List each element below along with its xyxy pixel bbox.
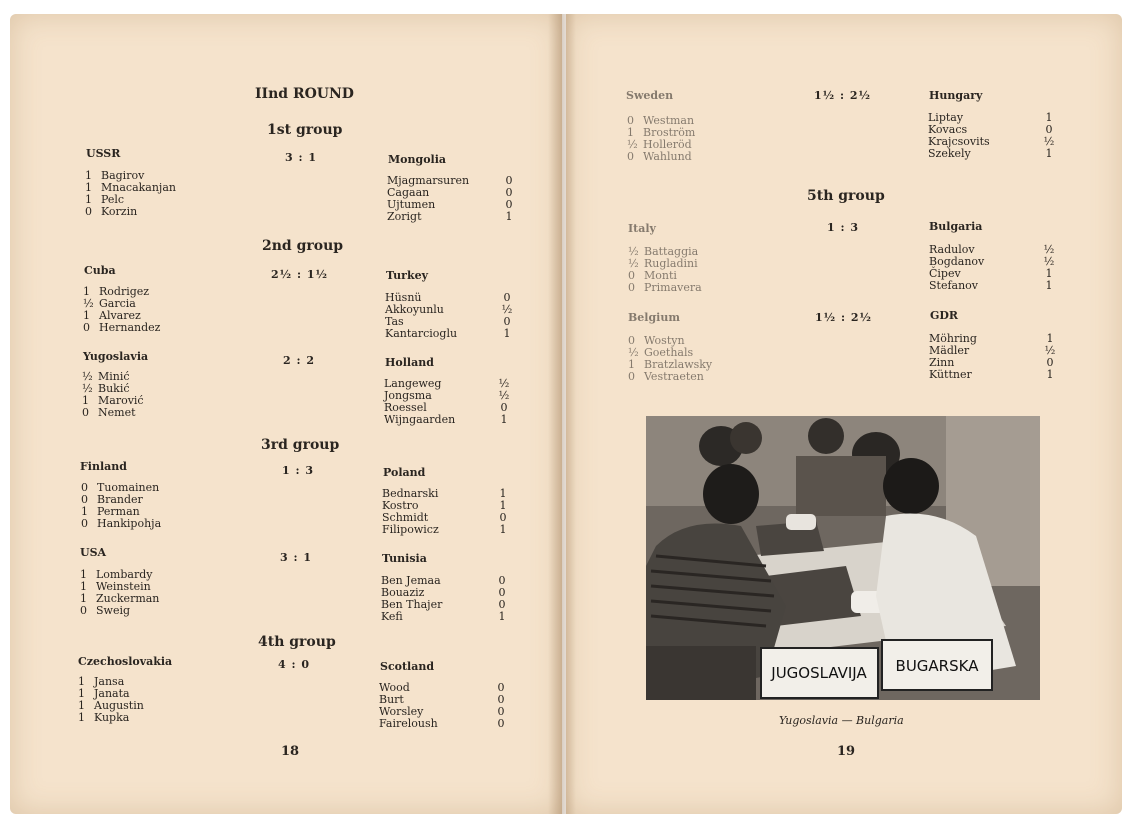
- match-score: 1½ : 2½: [815, 311, 872, 324]
- home-players-list: [80, 569, 159, 617]
- book-gutter: [548, 14, 576, 814]
- player-name: Burt: [379, 693, 404, 706]
- home-players-list: [628, 335, 712, 383]
- player-name: Cagaan: [387, 186, 430, 199]
- player-name: Bogdanov: [929, 255, 985, 268]
- player-name: Liptay: [928, 111, 964, 124]
- home-players-list: [82, 371, 144, 419]
- home-team-name: Italy: [628, 222, 656, 235]
- player-row: 0 Hankipohja: [81, 517, 162, 530]
- away-team-name: Scotland: [380, 660, 435, 673]
- player-row: 1 Janata: [78, 687, 130, 700]
- player-name: Szekely: [928, 147, 971, 160]
- away-points: 1 ½ 0 1: [1044, 332, 1056, 381]
- home-players-list: [628, 246, 702, 294]
- player-row: 1 Marović: [82, 394, 144, 407]
- player-name: Hüsnü: [385, 291, 422, 304]
- away-players-list: [929, 333, 977, 381]
- away-points: 0 0 0 1: [498, 574, 506, 623]
- player-name: Filipowicz: [382, 523, 439, 536]
- match-score: 3 : 1: [285, 151, 318, 164]
- player-name: Kostro: [382, 499, 419, 512]
- away-points: 1 0 ½ 1: [1043, 111, 1055, 160]
- photo-caption: Yugoslavia — Bulgaria: [779, 714, 904, 727]
- player-row: 1 Alvarez: [83, 309, 141, 322]
- player-name: Zorigt: [387, 210, 422, 223]
- player-row: 1 Rodrigez: [83, 285, 150, 298]
- away-points: ½ ½ 1 1: [1043, 243, 1055, 292]
- player-name: Stefanov: [929, 279, 979, 292]
- player-row: 0 Monti: [628, 269, 677, 282]
- player-name: Roessel: [384, 401, 427, 414]
- match-score: 1½ : 2½: [814, 89, 871, 102]
- player-name: Mädler: [929, 344, 970, 357]
- player-name: Tas: [385, 315, 404, 328]
- player-row: ½ Holleröd: [627, 138, 692, 151]
- player-name: Zinn: [929, 356, 955, 369]
- player-row: 0 Nemet: [82, 406, 136, 419]
- player-row: 1 Weinstein: [80, 580, 151, 593]
- player-row: 1 Kupka: [78, 711, 130, 724]
- match-score: 2 : 2: [283, 354, 316, 367]
- match-score: 1 : 3: [282, 464, 315, 477]
- page-number-right: 19: [837, 744, 856, 759]
- home-players-list: [85, 170, 176, 218]
- player-name: Wood: [379, 681, 410, 694]
- away-team-name: Turkey: [386, 269, 428, 282]
- home-team-name: USA: [80, 546, 107, 559]
- home-team-name: Belgium: [628, 311, 680, 324]
- player-name: Möhring: [929, 332, 977, 345]
- match-photo: [646, 416, 1040, 700]
- player-name: Kantarcioglu: [385, 327, 458, 340]
- player-row: ½ Goethals: [628, 346, 694, 359]
- round-title: IInd ROUND: [255, 86, 354, 102]
- away-players-list: [379, 682, 438, 730]
- away-points: 0 0 0 1: [505, 174, 513, 223]
- match-score: 3 : 1: [280, 551, 313, 564]
- away-points: ½ ½ 0 1: [498, 377, 510, 426]
- player-row: 0 Primavera: [628, 281, 702, 294]
- player-row: 1 Perman: [81, 505, 140, 518]
- player-name: Mjagmarsuren: [387, 174, 470, 187]
- player-row: 1 Zuckerman: [80, 592, 160, 605]
- player-name: Krajcsovits: [928, 135, 990, 148]
- away-points: 0 0 0 0: [497, 681, 505, 730]
- player-name: Faireloush: [379, 717, 438, 730]
- group-title-4: 4th group: [258, 634, 336, 650]
- group-title-2: 2nd group: [262, 238, 344, 254]
- player-name: Čipev: [929, 267, 961, 280]
- player-row: 0 Korzin: [85, 205, 138, 218]
- chess-players-photo: [646, 416, 1040, 700]
- home-team-name: Yugoslavia: [83, 350, 149, 363]
- player-row: ½ Bukić: [82, 382, 130, 395]
- group-title-5: 5th group: [807, 188, 885, 204]
- player-name: Ben Jemaa: [381, 574, 441, 587]
- home-players-list: [627, 115, 695, 163]
- home-team-name: Czechoslovakia: [78, 655, 173, 668]
- sign-yugoslavia: JUGOSLAVIJA: [771, 664, 867, 682]
- away-players-list: [387, 175, 469, 223]
- away-team-name: Hungary: [929, 89, 983, 102]
- home-players-list: [83, 286, 160, 334]
- player-name: Schmidt: [382, 511, 429, 524]
- player-row: 1 Bratzlawsky: [628, 358, 713, 371]
- player-name: Akkoyunlu: [385, 303, 444, 316]
- away-team-name: Mongolia: [388, 153, 447, 166]
- player-row: 0 Vestraeten: [628, 370, 704, 383]
- player-row: 1 Pelc: [85, 193, 125, 206]
- player-name: Kovacs: [928, 123, 968, 136]
- away-points: 0 ½ 0 1: [501, 291, 513, 340]
- player-name: Radulov: [929, 243, 975, 256]
- away-team-name: Tunisia: [382, 552, 427, 565]
- player-row: 1 Bagirov: [85, 169, 145, 182]
- away-team-name: Bulgaria: [929, 220, 983, 233]
- sign-bulgaria: BUGARSKA: [895, 657, 979, 675]
- away-team-name: Holland: [385, 356, 434, 369]
- away-players-list: [929, 244, 984, 292]
- player-row: ½ Minić: [82, 370, 130, 383]
- group-title-3: 3rd group: [261, 437, 340, 453]
- home-team-name: Sweden: [626, 89, 674, 102]
- player-row: 0 Westman: [627, 114, 695, 127]
- player-name: Worsley: [379, 705, 424, 718]
- away-team-name: Poland: [383, 466, 426, 479]
- player-row: 0 Brander: [81, 493, 143, 506]
- player-name: Küttner: [929, 368, 972, 381]
- player-row: ½ Battaggia: [628, 245, 699, 258]
- home-players-list: [78, 676, 144, 724]
- match-score: 2½ : 1½: [271, 268, 328, 281]
- player-row: 1 Broström: [627, 126, 696, 139]
- home-players-list: [81, 482, 161, 530]
- player-row: 1 Lombardy: [80, 568, 153, 581]
- player-row: 1 Jansa: [78, 675, 125, 688]
- player-name: Bouaziz: [381, 586, 425, 599]
- player-name: Kefi: [381, 610, 403, 623]
- away-players-list: [928, 112, 990, 160]
- player-name: Jongsma: [384, 389, 432, 402]
- player-row: ½ Rugladini: [628, 257, 698, 270]
- player-row: ½ Garcia: [83, 297, 136, 310]
- player-row: 0 Sweig: [80, 604, 131, 617]
- away-players-list: [385, 292, 457, 340]
- match-score: 1 : 3: [827, 221, 860, 234]
- home-team-name: Finland: [80, 460, 127, 473]
- player-name: Langeweg: [384, 377, 442, 390]
- page-number-left: 18: [281, 744, 300, 759]
- player-name: Bednarski: [382, 487, 439, 500]
- away-players-list: [384, 378, 455, 426]
- player-row: 1 Augustin: [78, 699, 144, 712]
- player-row: 0 Tuomainen: [81, 481, 160, 494]
- home-team-name: Cuba: [84, 264, 116, 277]
- away-team-name: GDR: [930, 309, 959, 322]
- player-row: 0 Wahlund: [627, 150, 692, 163]
- player-name: Ujtumen: [387, 198, 436, 211]
- away-points: 1 1 0 1: [499, 487, 507, 536]
- away-players-list: [382, 488, 439, 536]
- group-title-1: 1st group: [267, 122, 343, 138]
- match-score: 4 : 0: [278, 658, 311, 671]
- away-players-list: [381, 575, 442, 623]
- player-row: 0 Hernandez: [83, 321, 161, 334]
- player-row: 1 Mnacakanjan: [85, 181, 176, 194]
- player-row: 0 Wostyn: [628, 334, 685, 347]
- player-name: Wijngaarden: [384, 413, 456, 426]
- home-team-name: USSR: [86, 147, 121, 160]
- player-name: Ben Thajer: [381, 598, 443, 611]
